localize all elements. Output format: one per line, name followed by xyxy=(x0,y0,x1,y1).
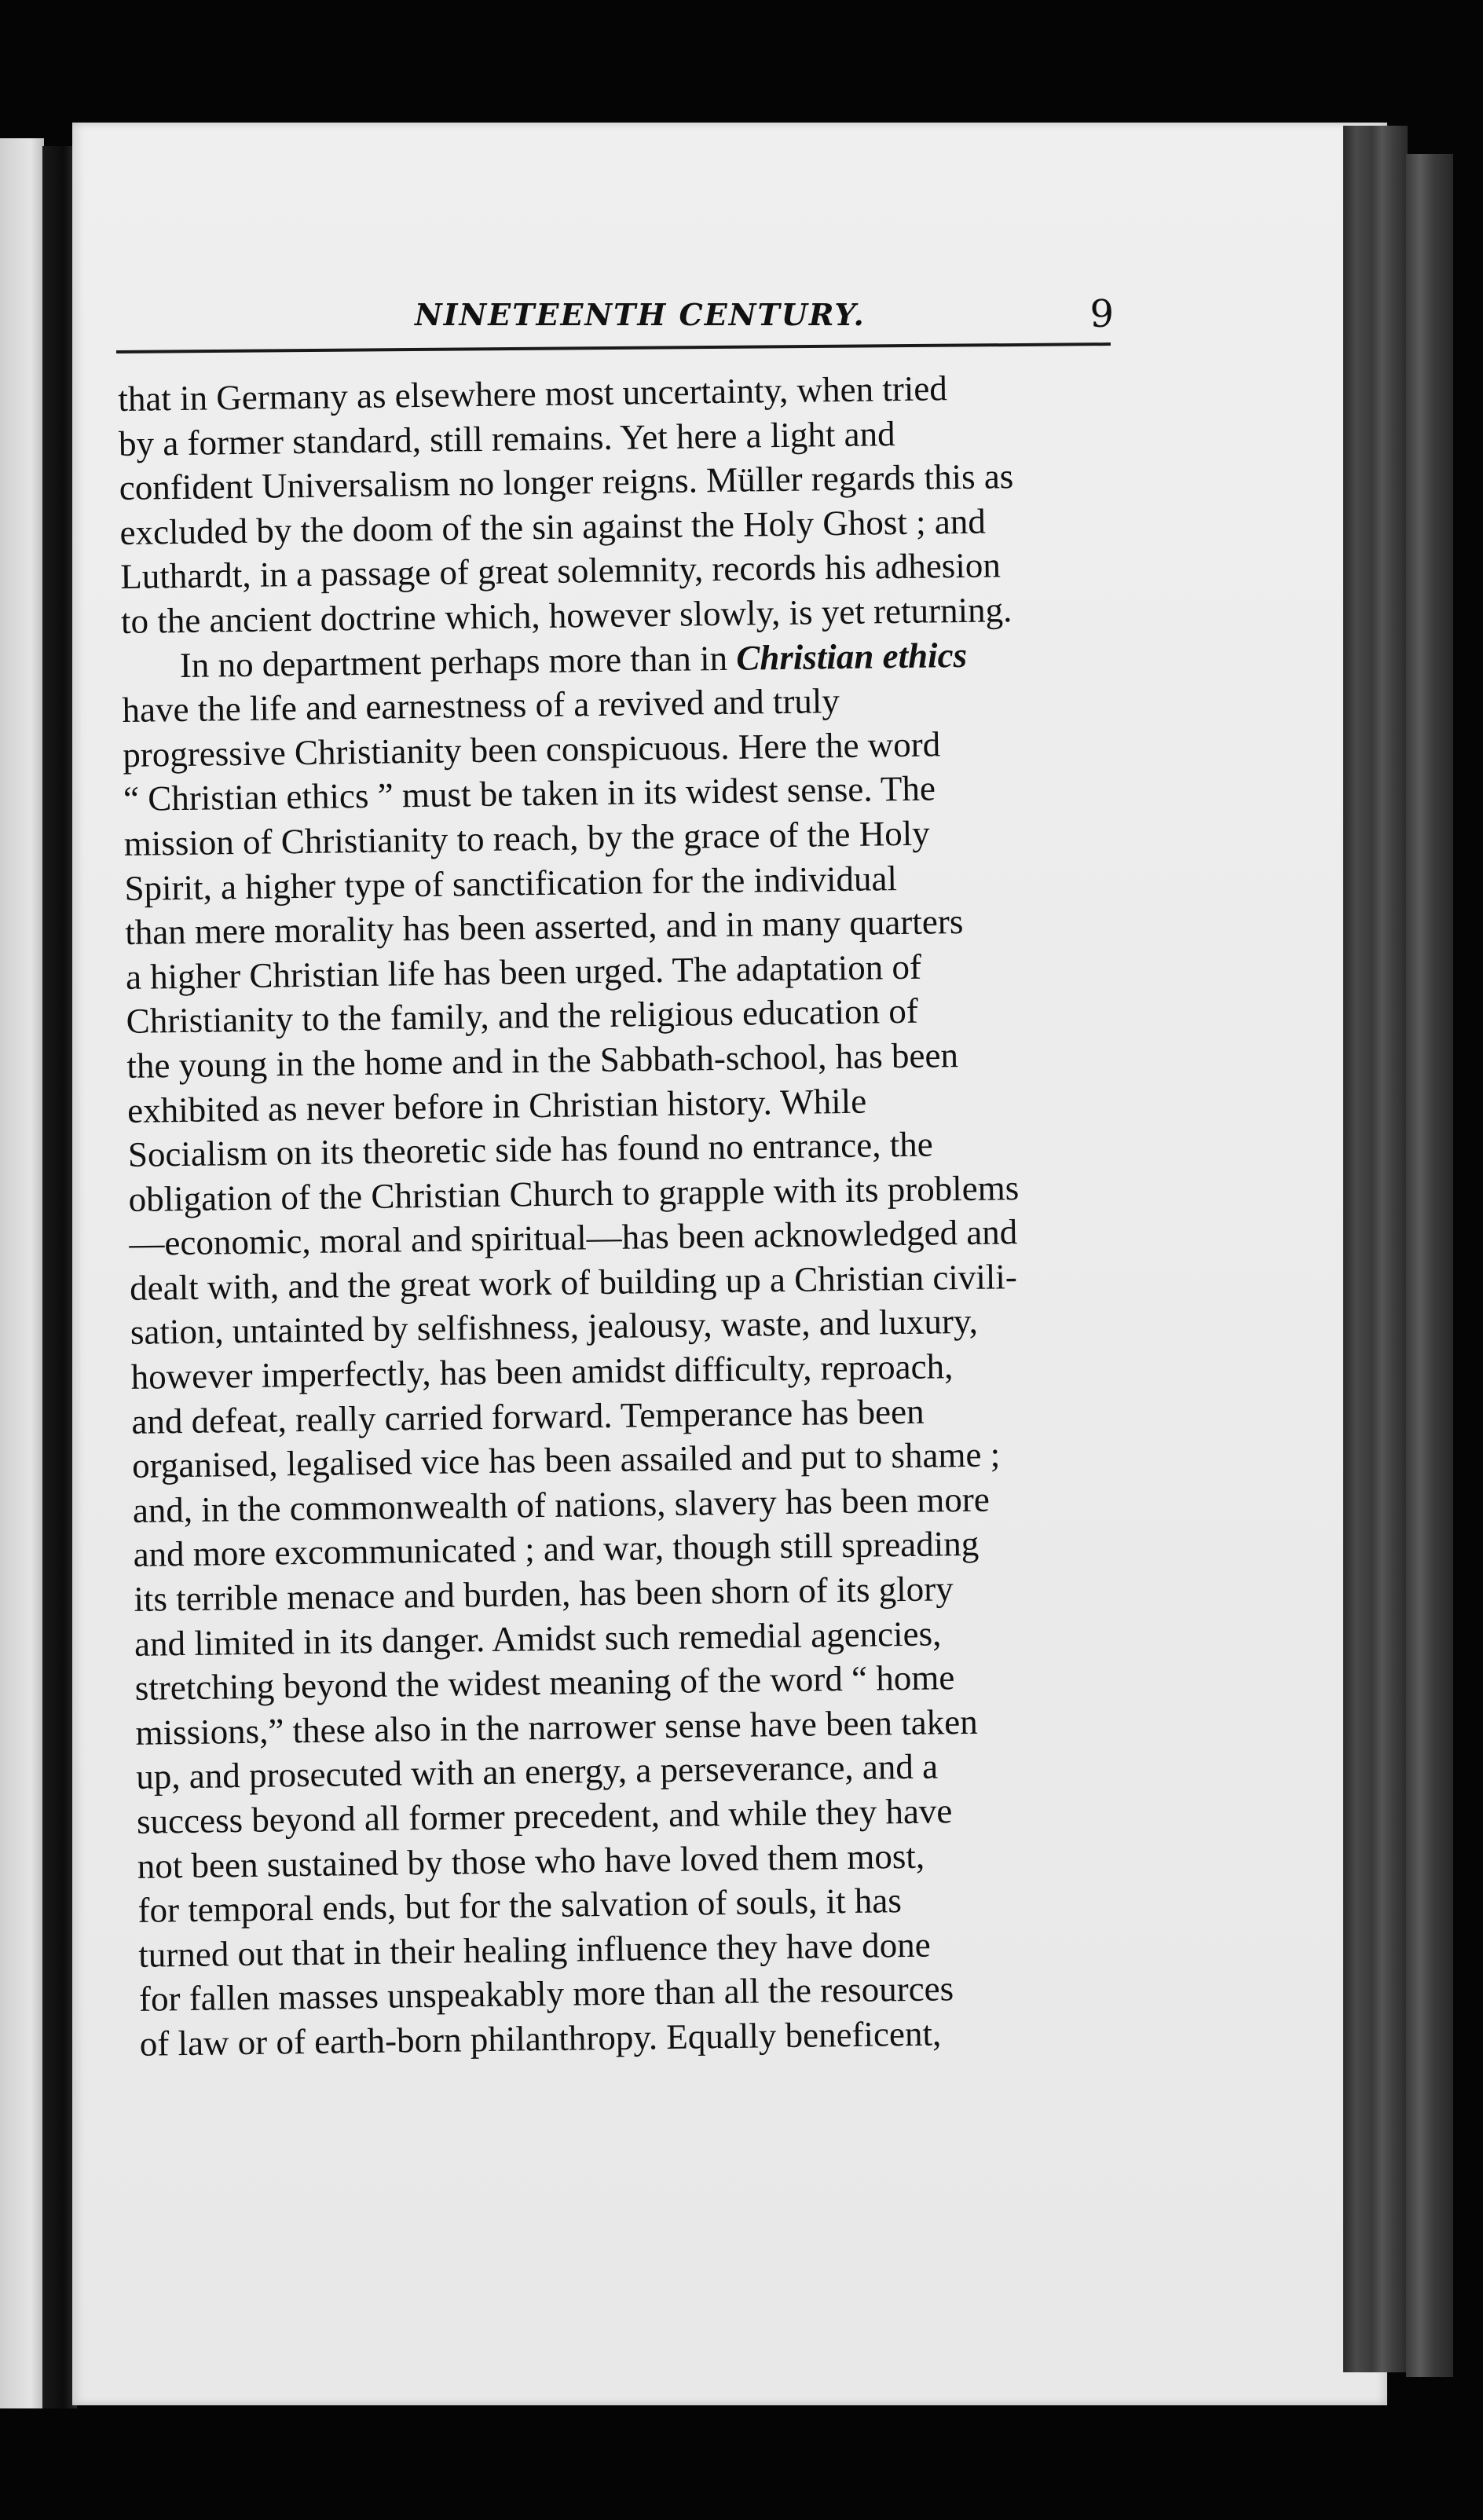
text-line-content: and limited in its danger. Amidst such remedial agencies, xyxy=(134,1613,942,1664)
text-line-content: confident Universalism no longer reigns. Müller regards this as xyxy=(119,456,1014,508)
running-title: NINETEENTH CENTURY. xyxy=(415,297,866,332)
text-line-content: sation, untainted by selfishness, jealousy, waste, and luxury, xyxy=(130,1302,979,1353)
text-line-content: have the life and earnestness of a revived and truly xyxy=(122,681,840,731)
text-line-content: for temporal ends, but for the salvation of souls, it has xyxy=(137,1881,903,1931)
text-line-content: Christianity to the family, and the religious education of xyxy=(126,991,919,1042)
text-line-content: by a former standard, still remains. Yet here a light and xyxy=(118,413,895,463)
text-line-content: organised, legalised vice has been assailed and put to shame ; xyxy=(131,1434,1001,1486)
text-line-content: success beyond all former precedent, and while they have xyxy=(136,1791,953,1841)
text-line-content: “ Christian ethics ” must be taken in its widest sense. The xyxy=(123,768,936,819)
text-line-content: however imperfectly, has been amidst difficulty, reproach, xyxy=(130,1346,954,1397)
page-number: 9 xyxy=(1089,292,1114,336)
page-header xyxy=(116,292,1114,344)
text-line-content: for fallen masses unspeakably more than all the resources xyxy=(138,1969,954,2020)
text-line-content: a higher Christian life has been urged. The adaptation of xyxy=(125,947,922,997)
text-line-content: exhibited as never before in Christian history. While xyxy=(126,1081,867,1130)
text-line-content: its terrible menace and burden, has been shorn of its glory xyxy=(134,1569,954,1619)
text-line-content: Socialism on its theoretic side has found no entrance, the xyxy=(127,1124,933,1175)
text-line-content: progressive Christianity been conspicuous. Here the word xyxy=(122,724,941,775)
text-line-content: not been sustained by those who have loved them most, xyxy=(137,1836,925,1886)
text-line-content: to the ancient doctrine which, however slowly, is yet returning. xyxy=(120,590,1012,641)
text-line-content: Spirit, a higher type of sanctification for the individual xyxy=(124,858,898,908)
text-line-content: In no department perhaps more than in xyxy=(179,638,737,685)
text-line-content: turned out that in their healing influence they have done xyxy=(137,1925,931,1975)
italic-emphasis: Christian ethics xyxy=(735,635,968,678)
book-cover-edge xyxy=(1406,154,1453,2377)
text-line-content: and more excommunicated ; and war, though still spreading xyxy=(133,1524,980,1575)
body-text xyxy=(118,364,1161,2066)
text-line-content: mission of Christianity to reach, by the grace of the Holy xyxy=(123,813,931,863)
text-line-content: than mere morality has been asserted, and in many quarters xyxy=(124,902,964,953)
page-edges-right xyxy=(1343,126,1408,2372)
text-line-content: stretching beyond the widest meaning of the word “ home xyxy=(134,1657,955,1709)
text-line-content: —economic, moral and spiritual—has been acknowledged and xyxy=(129,1212,1018,1264)
text-line-content: up, and prosecuted with an energy, a perseverance, and a xyxy=(136,1746,939,1797)
text-line-content: missions,” these also in the narrower sense have been taken xyxy=(135,1701,978,1753)
text-line-content: and, in the commonwealth of nations, slavery has been more xyxy=(132,1479,990,1530)
text-line-content: and defeat, really carried forward. Temperance has been xyxy=(131,1391,925,1441)
text-line-content: dealt with, and the great work of building up a Christian civili- xyxy=(129,1256,1018,1308)
adjacent-left-page xyxy=(0,138,44,2408)
text-line-content: that in Germany as elsewhere most uncertainty, when tried xyxy=(118,368,948,419)
text-line-content: obligation of the Christian Church to grapple with its problems xyxy=(128,1167,1020,1219)
text-line-content: Luthardt, in a passage of great solemnity, records his adhesion xyxy=(120,545,1001,597)
text-line-content: of law or of earth-born philanthropy. Equally beneficent, xyxy=(139,2013,942,2064)
text-line-content: the young in the home and in the Sabbath-school, has been xyxy=(126,1035,959,1086)
text-line-content: excluded by the doom of the sin against the Holy Ghost ; and xyxy=(119,501,987,552)
